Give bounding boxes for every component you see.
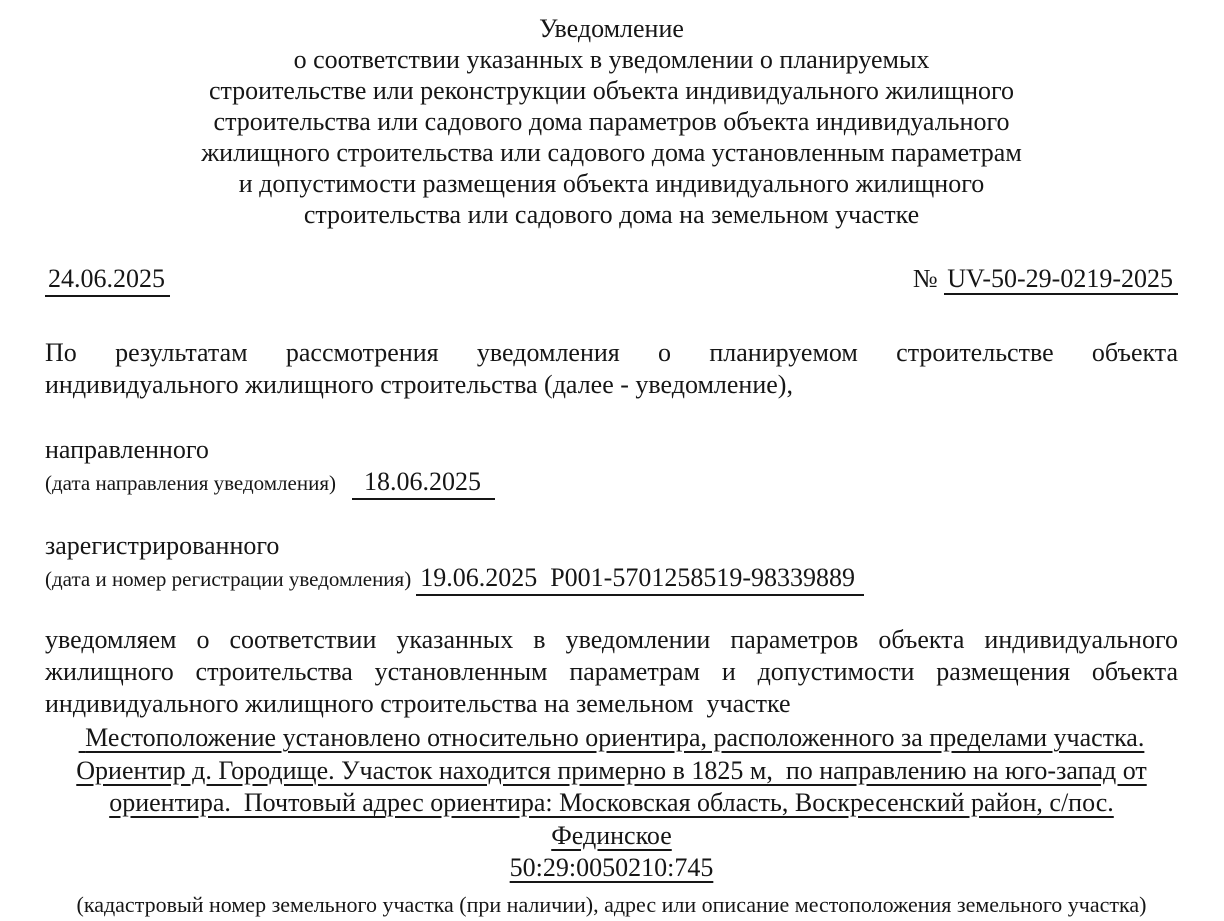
sent-sub-row <box>45 466 1178 500</box>
statement-line: индивидуального жилищного строительства на земельном участке <box>45 689 791 718</box>
location-description <box>45 722 1178 852</box>
intro-line: По результатам рассмотрения уведомления о планируемом строительстве объекта <box>45 338 1178 367</box>
intro-paragraph <box>45 337 1178 401</box>
registered-label: зарегистрированного <box>45 531 280 560</box>
statement-line: жилищного строительства установленным параметрам и допустимости размещения объекта <box>45 657 1178 686</box>
sent-field <box>45 434 1178 500</box>
registration-note: (дата и номер регистрации уведомления) <box>45 567 412 591</box>
number-value: UV-50-29-0219-2025 <box>944 264 1178 295</box>
registration-value: 19.06.2025 P001-5701258519-98339889 <box>416 562 864 596</box>
number-sign: № <box>912 264 938 293</box>
title-line: строительстве или реконструкции объекта индивидуального жилищного <box>208 76 1015 105</box>
location-line: Местоположение установлено относительно ориентира, расположенного за пределами участка. <box>78 723 1145 752</box>
sent-label: направленного <box>45 435 209 464</box>
sent-date-note: (дата направления уведомления) <box>45 471 336 495</box>
sent-date-value: 18.06.2025 <box>352 466 495 500</box>
cadastral-number <box>45 852 1178 885</box>
title-line: строительства или садового дома на земельном участке <box>303 200 920 229</box>
location-line: Ориентир д. Городище. Участок находится примерно в 1825 м, по направлению на юго-запад от <box>76 755 1147 785</box>
location-line: Фединское <box>551 820 672 850</box>
intro-line: индивидуального жилищного строительства (далее - уведомление), <box>45 370 793 399</box>
title-line: о соответствии указанных в уведомлении о планируемых <box>293 45 930 74</box>
document-date: 24.06.2025 <box>45 263 170 297</box>
title-line: жилищного строительства или садового дома установленным параметрам <box>201 138 1022 167</box>
statement-paragraph <box>45 624 1178 720</box>
document-title <box>45 13 1178 230</box>
title-line: Уведомление <box>539 14 684 43</box>
statement-line: уведомляем о соответствии указанных в уведомлении параметров объекта индивидуального <box>45 625 1178 654</box>
location-line: ориентира. Почтовый адрес ориентира: Московская область, Воскресенский район, с/пос. <box>109 788 1114 817</box>
title-line: строительства или садового дома параметров объекта индивидуального <box>213 107 1010 136</box>
header-date-number-row <box>45 263 1178 297</box>
cadastral-footnote: (кадастровый номер земельного участка (при наличии), адрес или описание местоположения земельного участка) <box>76 891 1147 917</box>
title-line: и допустимости размещения объекта индивидуального жилищного <box>238 169 985 198</box>
registered-sub-row <box>45 562 1178 596</box>
registered-field <box>45 530 1178 596</box>
document-number <box>913 263 1178 295</box>
cadastral-number-value: 50:29:0050210:745 <box>509 853 714 882</box>
